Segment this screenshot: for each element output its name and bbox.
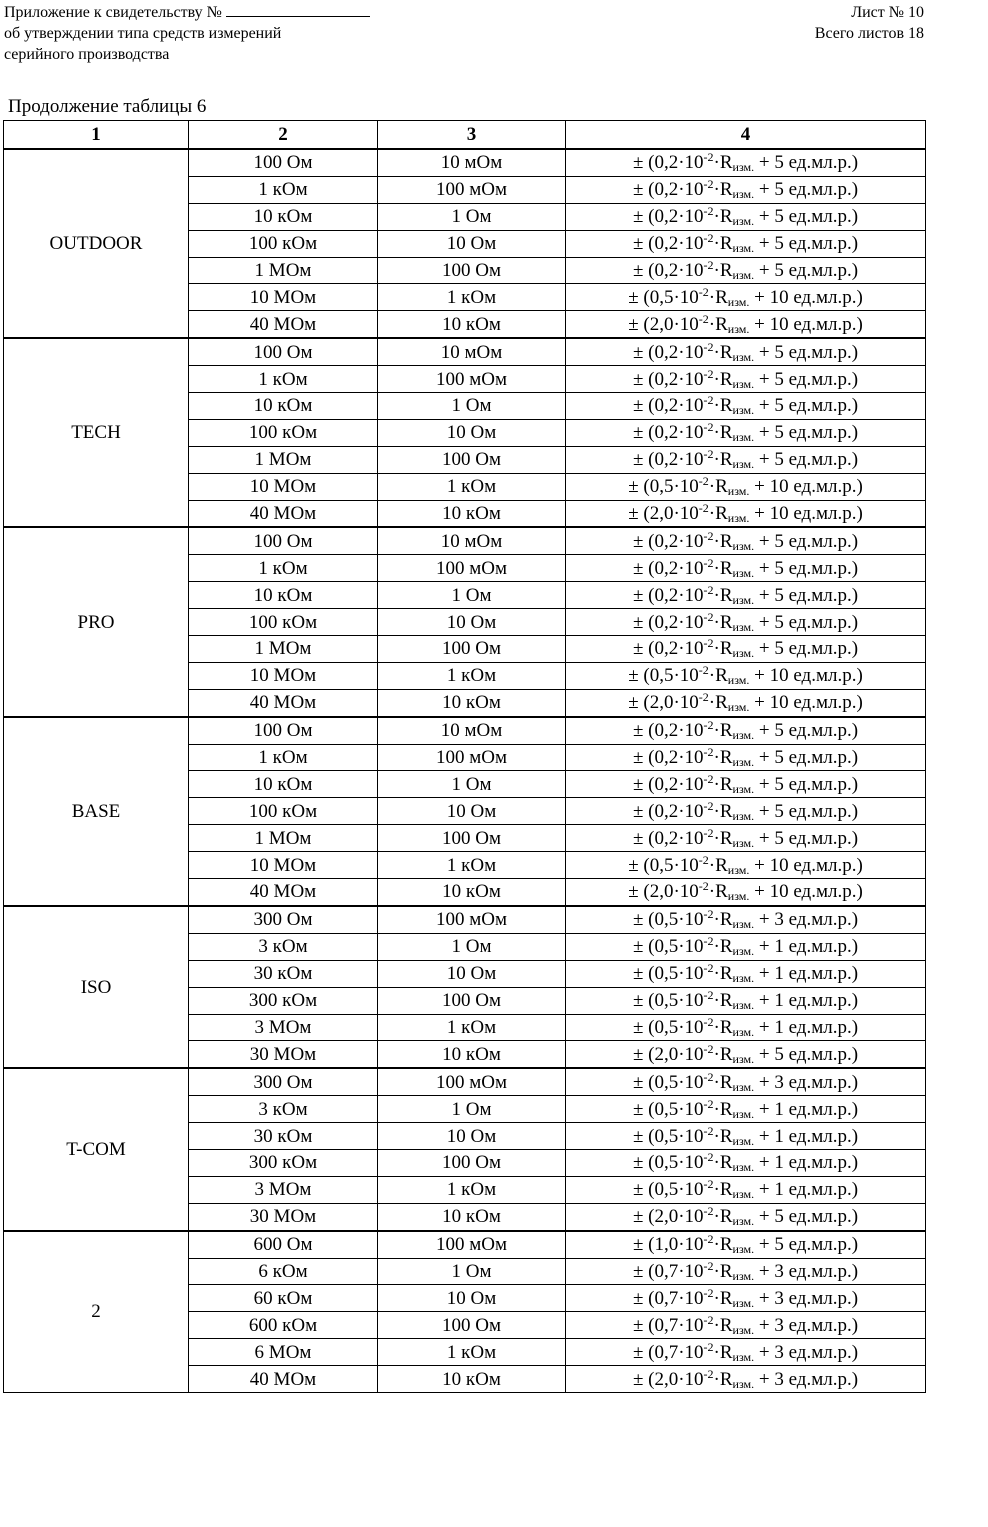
coefficient: 0,2: [654, 638, 679, 660]
coefficient: 0,2: [654, 773, 679, 795]
resolution-cell: 10 кОм: [378, 689, 566, 716]
coefficient: 0,7: [654, 1341, 679, 1363]
accuracy-cell: ± ($0,2\cdot 10^{-2}\cdot R_{изм.} + 5$ ед.мл.р.): [566, 338, 926, 365]
coefficient: 0,2: [654, 368, 679, 390]
coefficient: 0,5: [654, 963, 679, 985]
range-cell: 100 кОм: [189, 230, 378, 257]
accuracy-cell: ± ($0,5\cdot 10^{-2}\cdot R_{изм.} + 1$ ед.мл.р.): [566, 1176, 926, 1203]
coefficient: 2,0: [654, 1043, 679, 1065]
accuracy-cell: ± ($0,5\cdot 10^{-2}\cdot R_{изм.} + 10$ ед.мл.р.): [566, 662, 926, 689]
range-cell: 1 МОм: [189, 257, 378, 284]
resolution-cell: 10 Ом: [378, 1123, 566, 1150]
accuracy-cell: ± ($0,5\cdot 10^{-2}\cdot R_{изм.} + 10$ ед.мл.р.): [566, 852, 926, 879]
accuracy-cell: ± ($0,7\cdot 10^{-2}\cdot R_{изм.} + 3$ ед.мл.р.): [566, 1285, 926, 1312]
header-line-1: Приложение к свидетельству №: [4, 2, 370, 23]
accuracy-cell: ± ($0,2\cdot 10^{-2}\cdot R_{изм.} + 5$ ед.мл.р.): [566, 744, 926, 771]
coefficient: 2,0: [654, 1206, 679, 1228]
header-line-3: серийного производства: [4, 46, 170, 63]
resolution-cell: 10 кОм: [378, 1366, 566, 1393]
certificate-number-blank: [226, 2, 370, 17]
coefficient: 0,5: [654, 1179, 679, 1201]
coefficient: 2,0: [649, 692, 674, 714]
units-count: 5: [774, 233, 784, 255]
resolution-cell: 100 Ом: [378, 636, 566, 663]
resolution-cell: 10 мОм: [378, 338, 566, 365]
range-cell: 300 кОм: [189, 987, 378, 1014]
coefficient: 0,2: [654, 747, 679, 769]
resolution-cell: 10 Ом: [378, 1285, 566, 1312]
total-sheets: Всего листов 18: [814, 25, 924, 42]
accuracy-cell: ± ($0,2\cdot 10^{-2}\cdot R_{изм.} + 5$ ед.мл.р.): [566, 582, 926, 609]
range-cell: 40 МОм: [189, 689, 378, 716]
resolution-cell: 1 Ом: [378, 203, 566, 230]
model-cell: PRO: [4, 527, 189, 716]
coefficient: 2,0: [649, 503, 674, 525]
accuracy-cell: ± ($0,2\cdot 10^{-2}\cdot R_{изм.} + 5$ ед.мл.р.): [566, 393, 926, 420]
units-count: 5: [774, 611, 784, 633]
units-count: 5: [774, 638, 784, 660]
range-cell: 1 кОм: [189, 176, 378, 203]
accuracy-cell: ± ($0,2\cdot 10^{-2}\cdot R_{изм.} + 5$ ед.мл.р.): [566, 149, 926, 176]
range-cell: 40 МОм: [189, 311, 378, 338]
coefficient: 0,5: [654, 909, 679, 931]
range-cell: 100 Ом: [189, 149, 378, 176]
accuracy-cell: ± ($1,0\cdot 10^{-2}\cdot R_{изм.} + 5$ ед.мл.р.): [566, 1231, 926, 1258]
units-count: 10: [769, 692, 789, 714]
range-cell: 10 кОм: [189, 203, 378, 230]
coefficient: 0,2: [654, 179, 679, 201]
accuracy-cell: ± ($2,0\cdot 10^{-2}\cdot R_{изм.} + 10$ ед.мл.р.): [566, 689, 926, 716]
model-cell: T-COM: [4, 1068, 189, 1230]
coefficient: 0,5: [649, 854, 674, 876]
coefficient: 0,2: [654, 720, 679, 742]
resolution-cell: 100 Ом: [378, 1312, 566, 1339]
units-count: 5: [774, 179, 784, 201]
coefficient: 1,0: [654, 1234, 679, 1256]
coefficient: 0,5: [649, 286, 674, 308]
units-count: 5: [774, 800, 784, 822]
resolution-cell: 1 Ом: [378, 933, 566, 960]
units-count: 3: [774, 1260, 784, 1282]
coefficient: 0,2: [654, 449, 679, 471]
units-count: 10: [769, 476, 789, 498]
accuracy-cell: ± ($0,2\cdot 10^{-2}\cdot R_{изм.} + 5$ ед.мл.р.): [566, 798, 926, 825]
resolution-cell: 10 Ом: [378, 609, 566, 636]
resolution-cell: 100 мОм: [378, 366, 566, 393]
accuracy-cell: ± ($0,2\cdot 10^{-2}\cdot R_{изм.} + 5$ ед.мл.р.): [566, 366, 926, 393]
table-row: [4, 527, 926, 554]
accuracy-cell: ± ($0,5\cdot 10^{-2}\cdot R_{изм.} + 1$ ед.мл.р.): [566, 960, 926, 987]
coefficient: 0,2: [654, 152, 679, 174]
units-count: 5: [774, 530, 784, 552]
resolution-cell: 10 мОм: [378, 149, 566, 176]
range-cell: 60 кОм: [189, 1285, 378, 1312]
coefficient: 0,2: [654, 206, 679, 228]
accuracy-cell: ± ($0,5\cdot 10^{-2}\cdot R_{изм.} + 3$ ед.мл.р.): [566, 1068, 926, 1095]
units-count: 5: [774, 827, 784, 849]
accuracy-cell: ± ($0,7\cdot 10^{-2}\cdot R_{изм.} + 3$ ед.мл.р.): [566, 1312, 926, 1339]
coefficient: 0,2: [654, 557, 679, 579]
coefficient: 0,5: [654, 1152, 679, 1174]
accuracy-cell: ± ($2,0\cdot 10^{-2}\cdot R_{изм.} + 10$ ед.мл.р.): [566, 311, 926, 338]
range-cell: 40 МОм: [189, 1366, 378, 1393]
units-count: 5: [774, 1043, 784, 1065]
accuracy-cell: ± ($2,0\cdot 10^{-2}\cdot R_{изм.} + 5$ ед.мл.р.): [566, 1041, 926, 1068]
coefficient: 0,2: [654, 800, 679, 822]
resolution-cell: 10 мОм: [378, 717, 566, 744]
resolution-cell: 1 Ом: [378, 771, 566, 798]
coefficient: 0,2: [654, 611, 679, 633]
header-line-2: об утверждении типа средств измерений: [4, 25, 282, 42]
resolution-cell: 1 кОм: [378, 473, 566, 500]
model-cell: OUTDOOR: [4, 149, 189, 338]
units-count: 10: [769, 665, 789, 687]
table-row: [4, 1068, 926, 1095]
units-count: 1: [774, 936, 784, 958]
range-cell: 300 кОм: [189, 1149, 378, 1176]
resolution-cell: 1 кОм: [378, 1339, 566, 1366]
resolution-cell: 10 кОм: [378, 1203, 566, 1230]
range-cell: 10 МОм: [189, 473, 378, 500]
range-cell: 3 кОм: [189, 933, 378, 960]
model-cell: BASE: [4, 717, 189, 906]
units-count: 10: [769, 313, 789, 335]
range-cell: 1 МОм: [189, 825, 378, 852]
accuracy-cell: ± ($0,2\cdot 10^{-2}\cdot R_{изм.} + 5$ ед.мл.р.): [566, 230, 926, 257]
units-count: 10: [769, 286, 789, 308]
range-cell: 100 Ом: [189, 527, 378, 554]
accuracy-cell: ± ($0,2\cdot 10^{-2}\cdot R_{изм.} + 5$ ед.мл.р.): [566, 825, 926, 852]
accuracy-cell: ± ($0,2\cdot 10^{-2}\cdot R_{изм.} + 5$ ед.мл.р.): [566, 527, 926, 554]
accuracy-cell: ± ($0,7\cdot 10^{-2}\cdot R_{изм.} + 3$ ед.мл.р.): [566, 1339, 926, 1366]
accuracy-cell: ± ($0,5\cdot 10^{-2}\cdot R_{изм.} + 1$ ед.мл.р.): [566, 1096, 926, 1123]
column-header: 3: [378, 121, 566, 150]
units-count: 10: [769, 881, 789, 903]
coefficient: 0,5: [654, 1071, 679, 1093]
range-cell: 300 Ом: [189, 1068, 378, 1095]
coefficient: 0,2: [654, 341, 679, 363]
range-cell: 600 Ом: [189, 1231, 378, 1258]
units-count: 1: [774, 963, 784, 985]
range-cell: 10 кОм: [189, 582, 378, 609]
coefficient: 0,5: [654, 1016, 679, 1038]
range-cell: 10 МОм: [189, 284, 378, 311]
units-count: 3: [774, 1341, 784, 1363]
resolution-cell: 1 кОм: [378, 284, 566, 311]
range-cell: 1 МОм: [189, 636, 378, 663]
resolution-cell: 100 Ом: [378, 1149, 566, 1176]
column-header: 2: [189, 121, 378, 150]
units-count: 5: [774, 368, 784, 390]
coefficient: 2,0: [654, 1368, 679, 1390]
range-cell: 30 кОм: [189, 960, 378, 987]
accuracy-cell: ± ($0,2\cdot 10^{-2}\cdot R_{изм.} + 5$ ед.мл.р.): [566, 203, 926, 230]
resistance-spec-table: [3, 120, 926, 1393]
range-cell: 10 кОм: [189, 771, 378, 798]
resolution-cell: 10 Ом: [378, 419, 566, 446]
units-count: 3: [774, 1071, 784, 1093]
range-cell: 300 Ом: [189, 906, 378, 933]
units-count: 3: [774, 1314, 784, 1336]
coefficient: 2,0: [649, 881, 674, 903]
units-count: 5: [774, 341, 784, 363]
units-count: 5: [774, 422, 784, 444]
units-count: 5: [774, 1206, 784, 1228]
range-cell: 6 кОм: [189, 1258, 378, 1285]
resolution-cell: 100 мОм: [378, 906, 566, 933]
range-cell: 3 МОм: [189, 1176, 378, 1203]
table-row: [4, 338, 926, 365]
range-cell: 10 кОм: [189, 393, 378, 420]
accuracy-cell: ± ($0,5\cdot 10^{-2}\cdot R_{изм.} + 10$ ед.мл.р.): [566, 473, 926, 500]
document-header-left: [4, 2, 370, 65]
units-count: 5: [774, 584, 784, 606]
units-count: 5: [774, 747, 784, 769]
units-count: 5: [774, 152, 784, 174]
resolution-cell: 100 мОм: [378, 1068, 566, 1095]
accuracy-cell: ± ($2,0\cdot 10^{-2}\cdot R_{изм.} + 5$ ед.мл.р.): [566, 1203, 926, 1230]
resolution-cell: 10 Ом: [378, 960, 566, 987]
table-row: [4, 717, 926, 744]
range-cell: 1 МОм: [189, 446, 378, 473]
units-count: 1: [774, 990, 784, 1012]
coefficient: 0,5: [654, 936, 679, 958]
range-cell: 40 МОм: [189, 500, 378, 527]
table-header-row: [4, 121, 926, 150]
coefficient: 0,2: [654, 530, 679, 552]
units-count: 5: [774, 773, 784, 795]
units-count: 5: [774, 557, 784, 579]
resolution-cell: 100 мОм: [378, 555, 566, 582]
units-count: 5: [774, 395, 784, 417]
range-cell: 100 Ом: [189, 717, 378, 744]
range-cell: 600 кОм: [189, 1312, 378, 1339]
resolution-cell: 1 кОм: [378, 1176, 566, 1203]
range-cell: 40 МОм: [189, 879, 378, 906]
range-cell: 30 МОм: [189, 1203, 378, 1230]
column-header: 1: [4, 121, 189, 150]
resolution-cell: 1 Ом: [378, 1096, 566, 1123]
table-row: [4, 1231, 926, 1258]
accuracy-cell: ± ($0,5\cdot 10^{-2}\cdot R_{изм.} + 1$ ед.мл.р.): [566, 1149, 926, 1176]
table-body: [4, 149, 926, 1392]
resolution-cell: 1 Ом: [378, 393, 566, 420]
range-cell: 100 кОм: [189, 798, 378, 825]
resolution-cell: 100 Ом: [378, 257, 566, 284]
model-cell: ISO: [4, 906, 189, 1068]
resolution-cell: 1 Ом: [378, 1258, 566, 1285]
range-cell: 30 МОм: [189, 1041, 378, 1068]
resolution-cell: 100 мОм: [378, 744, 566, 771]
range-cell: 10 МОм: [189, 852, 378, 879]
resolution-cell: 1 кОм: [378, 662, 566, 689]
range-cell: 3 МОм: [189, 1014, 378, 1041]
coefficient: 0,5: [654, 1098, 679, 1120]
range-cell: 6 МОм: [189, 1339, 378, 1366]
units-count: 5: [774, 1234, 784, 1256]
coefficient: 0,5: [654, 990, 679, 1012]
column-header: 4: [566, 121, 926, 150]
accuracy-cell: ± ($0,2\cdot 10^{-2}\cdot R_{изм.} + 5$ ед.мл.р.): [566, 555, 926, 582]
accuracy-cell: ± ($0,7\cdot 10^{-2}\cdot R_{изм.} + 3$ ед.мл.р.): [566, 1258, 926, 1285]
resolution-cell: 10 Ом: [378, 230, 566, 257]
units-count: 5: [774, 260, 784, 281]
accuracy-cell: ± ($0,5\cdot 10^{-2}\cdot R_{изм.} + 1$ ед.мл.р.): [566, 987, 926, 1014]
accuracy-cell: ± ($0,2\cdot 10^{-2}\cdot R_{изм.} + 5$ ед.мл.р.): [566, 636, 926, 663]
model-cell: 2: [4, 1231, 189, 1393]
coefficient: 0,2: [654, 422, 679, 444]
range-cell: 1 кОм: [189, 366, 378, 393]
units-count: 1: [774, 1179, 784, 1201]
accuracy-cell: ± ($0,2\cdot 10^{-2}\cdot R_{изм.} + 5$ ед.мл.р.): [566, 609, 926, 636]
range-cell: 100 кОм: [189, 419, 378, 446]
units-count: 5: [774, 206, 784, 228]
resolution-cell: 100 Ом: [378, 987, 566, 1014]
units-count: 3: [774, 1287, 784, 1309]
sheet-number: Лист № 10: [851, 4, 924, 21]
accuracy-cell: ± ($0,2\cdot 10^{-2}\cdot R_{изм.} + 5$ ед.мл.р.): [566, 176, 926, 203]
resolution-cell: 100 мОм: [378, 1231, 566, 1258]
accuracy-cell: ± ($0,2\cdot 10^{-2}\cdot R_{изм.} + 5$ ед.мл.р.): [566, 771, 926, 798]
coefficient: 0,2: [654, 260, 679, 281]
coefficient: 2,0: [649, 313, 674, 335]
accuracy-cell: ± ($0,5\cdot 10^{-2}\cdot R_{изм.} + 10$ ед.мл.р.): [566, 284, 926, 311]
table-row: [4, 906, 926, 933]
range-cell: 1 кОм: [189, 555, 378, 582]
range-cell: 1 кОм: [189, 744, 378, 771]
resolution-cell: 10 кОм: [378, 879, 566, 906]
accuracy-cell: ± ($0,2\cdot 10^{-2}\cdot R_{изм.} + 5$ ед.мл.р.): [566, 257, 926, 284]
resolution-cell: 1 кОм: [378, 1014, 566, 1041]
accuracy-cell: ± ($0,5\cdot 10^{-2}\cdot R_{изм.} + 1$ ед.мл.р.): [566, 1123, 926, 1150]
document-header-right: [815, 2, 924, 44]
coefficient: 0,2: [654, 233, 679, 255]
units-count: 1: [774, 1125, 784, 1147]
resolution-cell: 10 мОм: [378, 527, 566, 554]
table-row: [4, 149, 926, 176]
accuracy-cell: ± ($2,0\cdot 10^{-2}\cdot R_{изм.} + 3$ ед.мл.р.): [566, 1366, 926, 1393]
coefficient: 0,7: [654, 1287, 679, 1309]
resolution-cell: 10 кОм: [378, 311, 566, 338]
coefficient: 0,2: [654, 395, 679, 417]
coefficient: 0,2: [654, 827, 679, 849]
units-count: 1: [774, 1098, 784, 1120]
resolution-cell: 100 мОм: [378, 176, 566, 203]
range-cell: 100 Ом: [189, 338, 378, 365]
units-count: 5: [774, 449, 784, 471]
units-count: 1: [774, 1016, 784, 1038]
coefficient: 0,2: [654, 584, 679, 606]
coefficient: 0,5: [649, 476, 674, 498]
units-count: 1: [774, 1152, 784, 1174]
coefficient: 0,5: [649, 665, 674, 687]
range-cell: 100 кОм: [189, 609, 378, 636]
units-count: 10: [769, 503, 789, 525]
accuracy-cell: ± ($0,2\cdot 10^{-2}\cdot R_{изм.} + 5$ ед.мл.р.): [566, 717, 926, 744]
accuracy-cell: ± ($0,5\cdot 10^{-2}\cdot R_{изм.} + 1$ ед.мл.р.): [566, 933, 926, 960]
units-count: 5: [774, 720, 784, 742]
resolution-cell: 1 кОм: [378, 852, 566, 879]
accuracy-cell: ± ($2,0\cdot 10^{-2}\cdot R_{изм.} + 10$ ед.мл.р.): [566, 500, 926, 527]
range-cell: 3 кОм: [189, 1096, 378, 1123]
resolution-cell: 100 Ом: [378, 446, 566, 473]
range-cell: 30 кОм: [189, 1123, 378, 1150]
units-count: 3: [774, 909, 784, 931]
resolution-cell: 1 Ом: [378, 582, 566, 609]
coefficient: 0,7: [654, 1260, 679, 1282]
resolution-cell: 10 кОм: [378, 500, 566, 527]
resolution-cell: 10 кОм: [378, 1041, 566, 1068]
units-count: 3: [774, 1368, 784, 1390]
accuracy-cell: ± ($0,2\cdot 10^{-2}\cdot R_{изм.} + 5$ ед.мл.р.): [566, 419, 926, 446]
resolution-cell: 100 Ом: [378, 825, 566, 852]
model-cell: TECH: [4, 338, 189, 527]
accuracy-cell: ± ($0,2\cdot 10^{-2}\cdot R_{изм.} + 5$ ед.мл.р.): [566, 446, 926, 473]
coefficient: 0,7: [654, 1314, 679, 1336]
accuracy-cell: ± ($0,5\cdot 10^{-2}\cdot R_{изм.} + 1$ ед.мл.р.): [566, 1014, 926, 1041]
range-cell: 10 МОм: [189, 662, 378, 689]
units-count: 10: [769, 854, 789, 876]
accuracy-cell: ± ($0,5\cdot 10^{-2}\cdot R_{изм.} + 3$ ед.мл.р.): [566, 906, 926, 933]
table-caption: Продолжение таблицы 6: [8, 96, 207, 117]
accuracy-cell: ± ($2,0\cdot 10^{-2}\cdot R_{изм.} + 10$ ед.мл.р.): [566, 879, 926, 906]
resolution-cell: 10 Ом: [378, 798, 566, 825]
coefficient: 0,5: [654, 1125, 679, 1147]
